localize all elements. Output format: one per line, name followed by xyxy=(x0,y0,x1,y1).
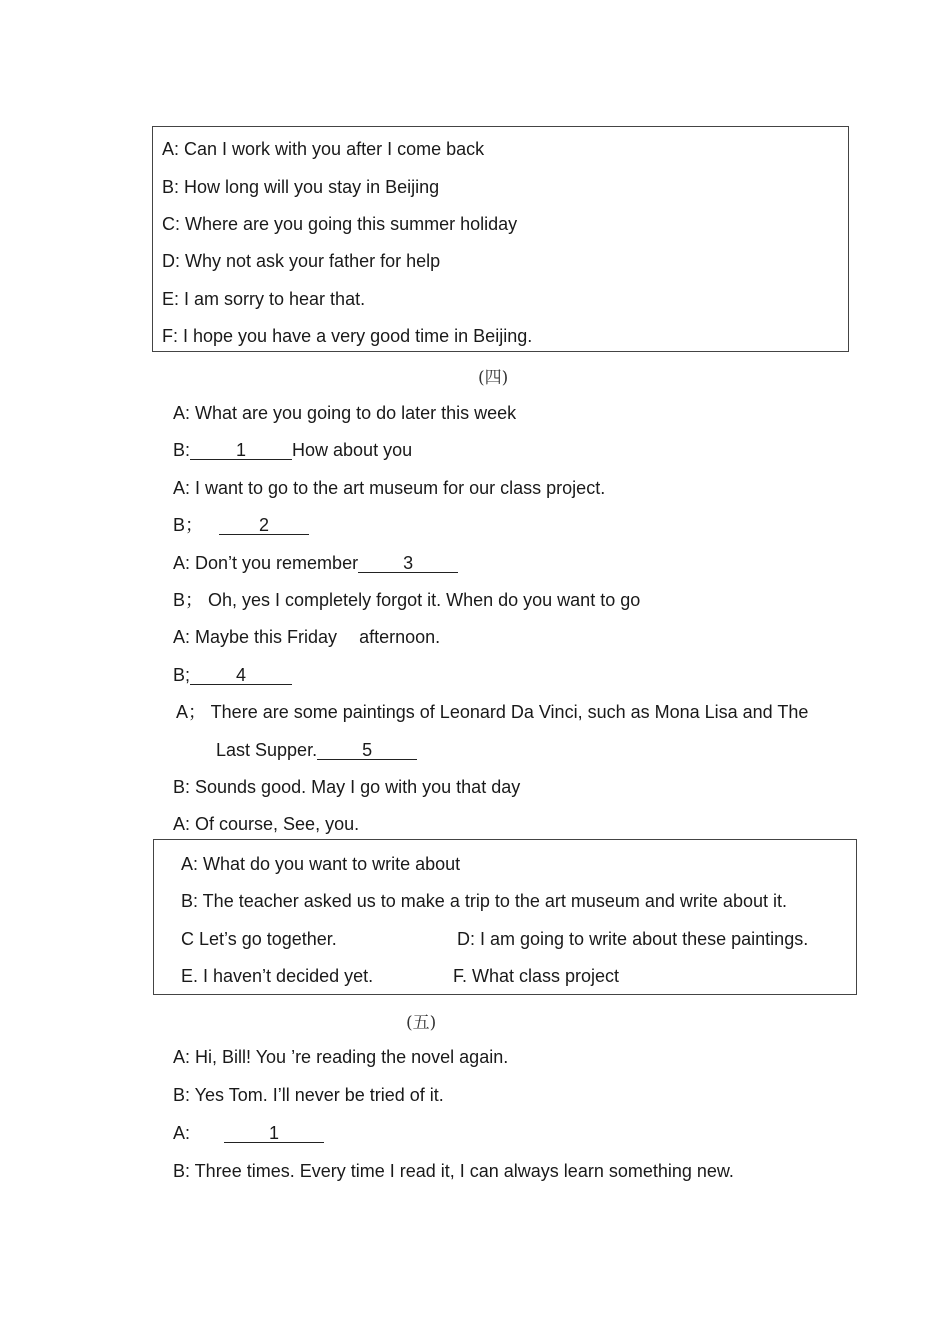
dialogue-line: B: Three times. Every time I read it, I can always learn something new. xyxy=(173,1161,734,1181)
dialogue-line xyxy=(173,626,440,648)
answer-blank[interactable]: 2 xyxy=(219,516,309,535)
dialogue-line: A: What are you going to do later this week xyxy=(173,403,517,423)
speaker-label: B; xyxy=(173,665,191,685)
dialogue-line: B: Sounds good. May I go with you that day xyxy=(173,777,521,797)
option-c: C: Where are you going this summer holiday xyxy=(162,214,518,234)
option-f: F. What class project xyxy=(453,966,620,986)
answer-blank[interactable]: 5 xyxy=(317,741,417,760)
option-e: E: I am sorry to hear that. xyxy=(162,289,366,309)
section-heading-5: (五) xyxy=(406,1013,437,1033)
line-text: How about you xyxy=(292,440,413,460)
dialogue-line xyxy=(173,664,292,686)
option-d: D: Why not ask your father for help xyxy=(162,251,441,271)
speaker-label: B； xyxy=(173,515,204,535)
line-text: A: Maybe this Friday xyxy=(173,627,338,647)
option-b: B: The teacher asked us to make a trip to the art museum and write about it. xyxy=(181,891,787,911)
answer-blank[interactable]: 1 xyxy=(224,1124,324,1143)
dialogue-line xyxy=(216,739,417,761)
option-a: A: What do you want to write about xyxy=(181,854,461,874)
speaker-label: B: xyxy=(173,440,191,460)
answer-blank[interactable]: 1 xyxy=(190,441,292,460)
dialogue-line xyxy=(173,552,458,574)
dialogue-line xyxy=(173,1122,324,1144)
dialogue-line: B: Yes Tom. I’ll never be tried of it. xyxy=(173,1085,444,1105)
option-d: D: I am going to write about these paintings. xyxy=(457,929,809,949)
option-a: A: Can I work with you after I come back xyxy=(162,139,485,159)
dialogue-line xyxy=(173,439,412,461)
dialogue-line: A； There are some paintings of Leonard Da Vinci, such as Mona Lisa and The xyxy=(176,702,809,722)
line-text: Last Supper. xyxy=(216,740,318,760)
option-b: B: How long will you stay in Beijing xyxy=(162,177,440,197)
dialogue-line: A: Hi, Bill! You ’re reading the novel again. xyxy=(173,1047,509,1067)
dialogue-line xyxy=(173,514,309,536)
section-heading-4: (四) xyxy=(478,368,509,388)
dialogue-line: A: I want to go to the art museum for our class project. xyxy=(173,478,606,498)
dialogue-line: A: Of course, See, you. xyxy=(173,814,360,834)
line-text: A: Don’t you remember xyxy=(173,553,359,573)
option-e: E. I haven’t decided yet. xyxy=(181,966,374,986)
answer-blank[interactable]: 3 xyxy=(358,554,458,573)
answer-blank[interactable]: 4 xyxy=(190,666,292,685)
option-f: F: I hope you have a very good time in Beijing. xyxy=(162,326,533,346)
speaker-label: A: xyxy=(173,1123,191,1143)
dialogue-line: B； Oh, yes I completely forgot it. When do you want to go xyxy=(173,590,641,610)
option-c: C Let’s go together. xyxy=(181,929,337,949)
line-text: afternoon. xyxy=(359,627,441,647)
